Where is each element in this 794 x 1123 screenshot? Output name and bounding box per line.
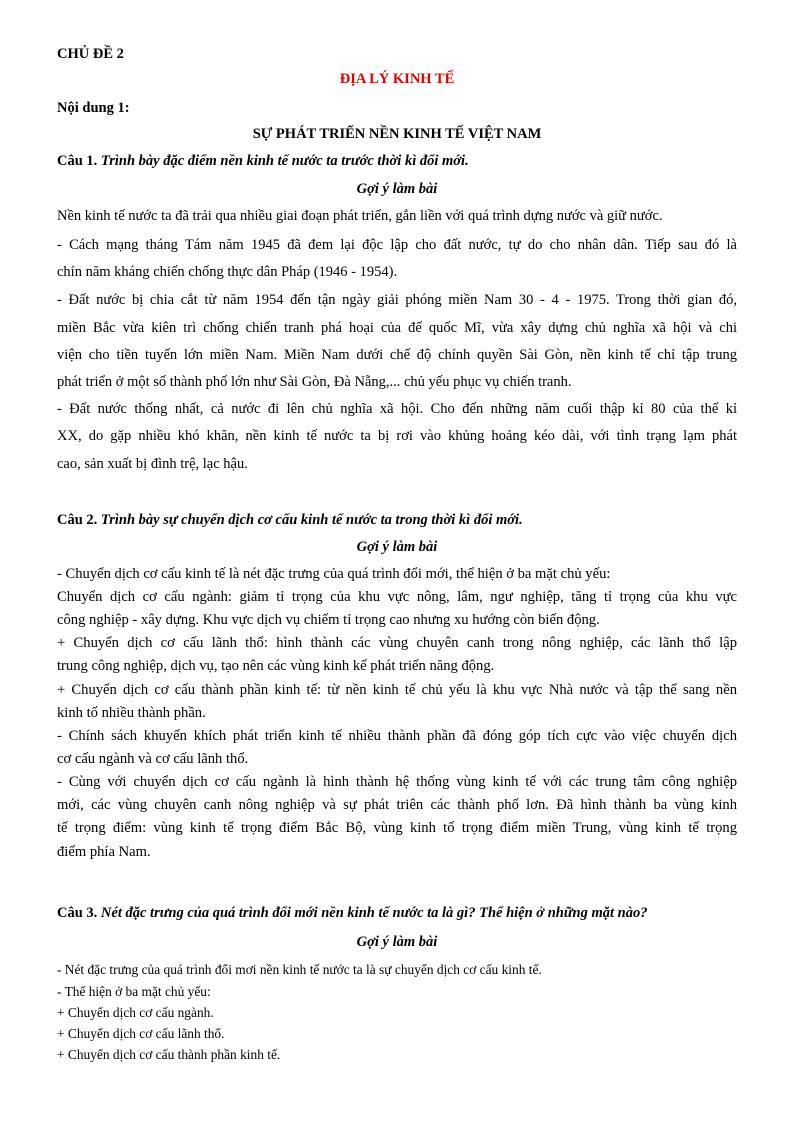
q1-line: XX, do gặp nhiều khó khăn, nền kinh tế nước ta bị rơi vào khủng hoảng kéo dài, với tình trạng lạm phát [57, 428, 737, 444]
q2-line: trung công nghiệp, dịch vụ, tạo nên các vùng kinh kế phát triển năng động. [57, 658, 495, 674]
q2-line: - Chính sách khuyến khích phát triển kinh tế nhiều thành phần đã đóng góp tích cực vào việc chuyển dịch [57, 728, 737, 744]
q2-line: - Cùng với chuyển dịch cơ cấu ngành là hình thành hệ thống vùng kinh tế với các trung tâm công nghiệp [57, 774, 737, 790]
question-2-text: Trình bày sự chuyển dịch cơ cấu kinh tế nước ta trong thời kì đổi mới. [100, 512, 523, 528]
question-3 [57, 905, 737, 922]
q3-line: - Nét đặc trưng của quá trình đổi mơi nền kinh tế nước ta là sự chuyển dịch cơ cấu kinh tế. [57, 962, 542, 977]
question-2-hint: Gợi ý làm bài [356, 539, 438, 555]
q2-line: kinh tố nhiều thành phần. [57, 705, 206, 721]
q2-line: - Chuyển dịch cơ cấu kinh tế là nét đặc trưng của quá trình đổi mới, thể hiện ở ba mặt chủ yếu: [57, 566, 611, 582]
q2-line: tế trọng điểm: vùng kinh tế trọng điểm Bắc Bộ, vùng kinh tố trọng điểm miền Trung, vùng kinh tế trọng [57, 820, 737, 836]
q1-line: - Cách mạng tháng Tám năm 1945 đã đem lại độc lập cho đất nước, tự do cho nhân dân. Tiếp sau đó là [57, 237, 737, 253]
q3-line: + Chuyển dịch cơ cấu ngành. [57, 1005, 214, 1020]
q1-line: - Đất nước bị chia cắt từ năm 1954 đến tận ngày giải phóng miền Nam 30 - 4 - 1975. Trong thời gian đó, [57, 292, 737, 308]
q2-line: + Chuyển dịch cơ cấu thành phần kinh tế: từ nền kinh tế chủ yếu là khu vực Nhà nước và tập thể sang nền [57, 682, 737, 698]
q2-line: Chuyển dịch cơ cấu ngành: giảm tỉ trọng của khu vực nông, lâm, ngư nghiệp, tăng tỉ trọng của khu vực [57, 589, 737, 605]
question-3-label: Câu 3. [57, 905, 98, 921]
section-title: SỰ PHÁT TRIỂN NỀN KINH TẾ VIỆT NAM [252, 126, 542, 142]
q1-line: viện cho tiền tuyến lớn miền Nam. Miền Nam dưới chế độ chính quyền Sài Gòn, nền kinh tế chỉ tập trung [57, 347, 737, 363]
question-1-label: Câu 1. [57, 153, 98, 169]
q2-line: điểm phía Nam. [57, 844, 151, 860]
question-3-hint: Gợi ý làm bài [356, 934, 438, 950]
question-1-hint: Gợi ý làm bài [356, 181, 438, 197]
page-title: ĐỊA LÝ KINH TẾ [339, 71, 455, 87]
content-label: Nội dung 1: [57, 100, 130, 116]
q1-line: chín năm kháng chiến chống thực dân Pháp (1946 - 1954). [57, 264, 398, 280]
question-2 [57, 512, 737, 529]
q1-line: Nền kinh tế nước ta đã trải qua nhiều giai đoạn phát triển, gắn liền với quá trình dựng nước và giữ nước. [57, 208, 663, 224]
q3-line: + Chuyển dịch cơ cấu thành phần kinh tế. [57, 1047, 281, 1062]
q2-line: cơ cấu ngành và cơ cấu lãnh thổ. [57, 751, 249, 767]
q3-line: + Chuyển dịch cơ cấu lãnh thổ. [57, 1026, 225, 1041]
question-3-text: Nét đặc trưng của quá trình đổi mới nền kinh tế nước ta là gì? Thể hiện ở những mặt nào? [100, 905, 648, 921]
question-1-text: Trình bày đặc điểm nền kinh tế nước ta trước thời kì đổi mới. [100, 153, 469, 169]
topic-heading: CHỦ ĐỀ 2 [57, 46, 124, 62]
q1-line: - Đất nước thống nhất, cả nước đi lên chủ nghĩa xã hội. Cho đến những năm cuối thập kỉ 80 của thế kỉ [57, 401, 737, 417]
q2-line: công nghiệp - xây dựng. Khu vực dịch vụ chiếm tỉ trọng cao nhưng xu hướng còn biến động. [57, 612, 600, 628]
question-2-label: Câu 2. [57, 512, 98, 528]
q1-line: phát triển ở một số thành phố lớn như Sài Gòn, Đà Nẵng,... chủ yếu phục vụ chiến tranh. [57, 374, 572, 390]
q1-line: cao, sản xuất bị đình trệ, lạc hậu. [57, 456, 248, 472]
question-1 [57, 153, 737, 170]
q3-line: - Thể hiện ở ba mặt chủ yếu: [57, 984, 211, 999]
q2-line: mới, các vùng chuyên canh nông nghiệp và sự phát triên các thành phố lơn. Đã hình thành ba vùng kinh [57, 797, 737, 813]
q2-line: + Chuyển dịch cơ cấu lãnh thổ: hình thành các vùng chuyên canh trong nông nghiệp, các lãnh thổ lập [57, 635, 737, 651]
q1-line: miền Bắc vừa kiên trì chống chiến tranh phá hoại của đế quốc Mĩ, vừa xây dựng chủ nghĩa xã hội và chi [57, 320, 737, 336]
